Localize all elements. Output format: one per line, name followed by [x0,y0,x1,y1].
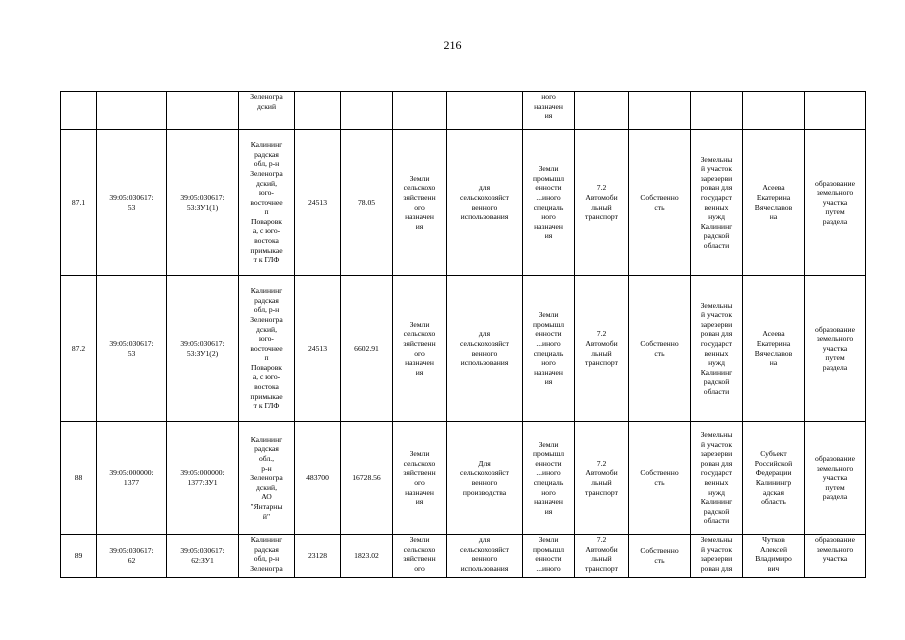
table-row [61,276,866,422]
table-row [61,422,866,535]
new-use-cell: 7.2 Автомоби льный транспорт [575,130,629,276]
cost-cell: 1823.02 [341,535,393,578]
purpose-cell: образование земельного участка путем раздела [805,130,866,276]
right-type-cell: Собственно сть [629,276,691,422]
reservation-status-cell: Земельны й участок зарезерви рован для государст венных нужд Калининг радской области [691,130,743,276]
cadastral-number-cell: 39:05:000000: 1377 [97,422,167,535]
table-row [61,535,866,578]
land-category-cell: Земли сельскохо зяйственн ого назначен ия [393,422,447,535]
owner-cell: Асеева Екатерина Вячеславов на [743,276,805,422]
new-land-category-cell [523,535,575,578]
new-use-cell: 7.2 Автомоби льный транспорт [575,422,629,535]
purpose-cell: образование земельного участка путем раздела [805,276,866,422]
reservation-status-cell: Земельны й участок зарезерви рован для государст венных нужд Калининг радской области [691,422,743,535]
cadastral-number-cell: 39:05:030617: 53 [97,130,167,276]
new-land-category-cell: Земли промышл енности ...иного специаль ного назначен ия [523,130,575,276]
land-category-cell: Земли сельскохо зяйственн ого назначен ия [393,276,447,422]
address-cell: Калининг радская обл, р-н Зеленогра дский, юго- восточнее п Поваровк а, с юго- востока примыкае т к ГЛФ [239,276,295,422]
new-use-cell: 7.2 Автомоби льный транспорт [575,276,629,422]
num-cell: 89 [61,535,97,578]
new-land-category-cell: Земли промышл енности ...иного специаль ного назначен ия [523,422,575,535]
reservation-status-cell [691,535,743,578]
permitted-use-cell [447,535,523,578]
new-land-category-text: Земли промышл енности ...иного [532,535,565,573]
permitted-use-cell: для сельскохозяйст венного использования [447,130,523,276]
cost-cell: 6602.91 [341,276,393,422]
owner-cell: Субъект Российской Федерации Калинингр адская область [743,422,805,535]
new-land-category-cell: ного назначен ия [523,92,575,130]
reservation-status-text: Земельны й участок зарезерви рован для [700,535,733,573]
area-cell [295,92,341,130]
table-row [61,130,866,276]
owner-cell: Асеева Екатерина Вячеславов на [743,130,805,276]
right-type-cell [629,92,691,130]
new-plot-number-cell [167,92,239,130]
purpose-cell [805,92,866,130]
permitted-use-cell: для сельскохозяйст венного использования [447,276,523,422]
owner-cell [743,92,805,130]
owner-text: Чутков Алексей Владимиро вич [755,535,792,573]
address-cell [239,535,295,578]
page-number: 216 [443,38,462,52]
num-cell: 87.2 [61,276,97,422]
reservation-status-cell: Земельны й участок зарезерви рован для государст венных нужд Калининг радской области [691,276,743,422]
reservation-status-cell [691,92,743,130]
permitted-use-text: для сельскохозяйст венного использования [460,535,509,573]
address-cell: Калининг радская обл., р-н Зеленогра дский, АО "Янтарны й" [239,422,295,535]
address-cell: Калининг радская обл, р-н Зеленогра дский, юго- восточнее п Поваровк а, с юго- востока примыкае т к ГЛФ [239,130,295,276]
purpose-cell [805,535,866,578]
new-plot-number-cell: 39:05:030617: 53:ЗУ1(1) [167,130,239,276]
area-cell: 24513 [295,130,341,276]
new-use-cell [575,92,629,130]
owner-cell [743,535,805,578]
address-text: Калининг радская обл, р-н Зеленогра [250,535,283,573]
num-cell [61,92,97,130]
area-cell: 483700 [295,422,341,535]
area-cell: 23128 [295,535,341,578]
area-cell: 24513 [295,276,341,422]
purpose-text: образование земельного участка [815,535,855,564]
address-cell: Зеленогра дский [239,92,295,130]
num-cell: 88 [61,422,97,535]
land-category-text: Земли сельскохо зяйственн ого [403,535,436,573]
right-type-cell: Собственно сть [629,535,691,578]
land-registry-table [60,91,866,578]
new-plot-number-cell: 39:05:030617: 53:ЗУ1(2) [167,276,239,422]
cadastral-number-cell: 39:05:030617: 62 [97,535,167,578]
num-cell: 87.1 [61,130,97,276]
cost-cell: 78.05 [341,130,393,276]
cost-cell: 16728.56 [341,422,393,535]
new-plot-number-cell: 39:05:000000: 1377:ЗУ1 [167,422,239,535]
land-category-cell [393,535,447,578]
permitted-use-cell [447,92,523,130]
new-use-text: 7.2 Автомоби льный транспорт [585,535,618,573]
new-plot-number-cell: 39:05:030617: 62:ЗУ1 [167,535,239,578]
cadastral-number-cell [97,92,167,130]
land-category-cell: Земли сельскохо зяйственн ого назначен ия [393,130,447,276]
permitted-use-cell: Для сельскохозяйст венного производства [447,422,523,535]
right-type-cell: Собственно сть [629,130,691,276]
land-category-cell [393,92,447,130]
cadastral-number-cell: 39:05:030617: 53 [97,276,167,422]
new-use-cell [575,535,629,578]
purpose-cell: образование земельного участка путем раздела [805,422,866,535]
right-type-cell: Собственно сть [629,422,691,535]
new-land-category-cell: Земли промышл енности ...иного специаль ного назначен ия [523,276,575,422]
table-row [61,92,866,130]
cost-cell [341,92,393,130]
